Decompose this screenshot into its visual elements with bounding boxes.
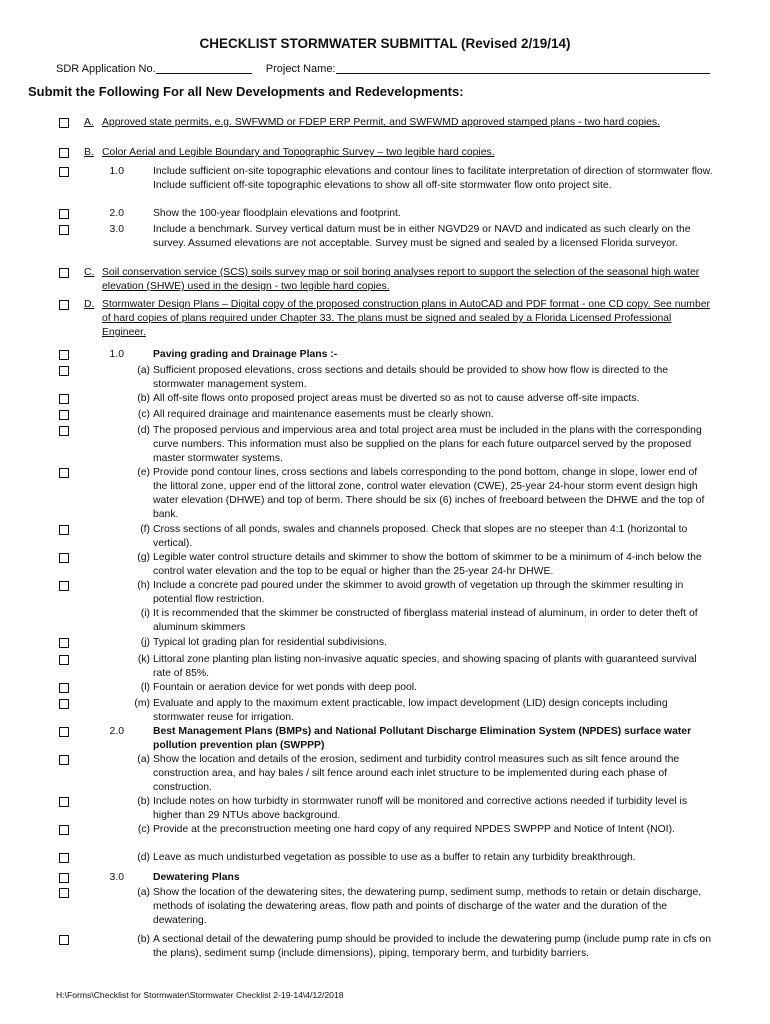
item-letter: (i)	[140, 608, 150, 619]
sdr-application-label: SDR Application No.	[56, 63, 156, 75]
item-letter: (m)	[134, 698, 150, 709]
group-number: 3.0	[109, 872, 124, 883]
item-text: It is recommended that the skimmer be constructed of fiberglass material instead of aluminum, in order to deter theft of aluminum skimmers	[153, 608, 698, 633]
checkbox[interactable]	[59, 300, 69, 310]
checkbox[interactable]	[59, 366, 69, 376]
item-text: Fountain or aeration device for wet ponds with deep pool.	[153, 682, 417, 693]
checkbox[interactable]	[59, 468, 69, 478]
item-text: Evaluate and apply to the maximum extent practicable, low impact development (LID) design concepts including stormwater reuse for irrigation.	[153, 698, 668, 723]
item-letter: (b)	[137, 393, 150, 404]
section-label: D.	[84, 299, 95, 310]
checkbox[interactable]	[59, 426, 69, 436]
item-number: 3.0	[109, 224, 124, 235]
group-title: Paving grading and Drainage Plans :-	[153, 349, 338, 360]
section-label: C.	[84, 267, 95, 278]
group-title: Best Management Plans (BMPs) and National Pollutant Discharge Elimination System (NPDES) surface water pollution prevention plan (SWPPP)	[153, 726, 692, 751]
item-text: Show the location of the dewatering sites, the dewatering pump, sediment sump, methods to retain or detain discharge, methods of isolating the dewatering areas, flow path and points of discharge of the water and the duration of the dewatering.	[153, 887, 702, 926]
item-text: Sufficient proposed elevations, cross sections and details should be provided to show how flow is directed to the stormwater management system.	[153, 365, 669, 390]
item-letter: (d)	[137, 425, 150, 436]
checkbox[interactable]	[59, 118, 69, 128]
group-number: 1.0	[109, 349, 124, 360]
checkbox[interactable]	[59, 581, 69, 591]
item-text: Include notes on how turbidty in stormwater runoff will be monitored and corrective actions needed if turbidity level is higher than 29 NTUs above background.	[153, 796, 688, 821]
checkbox[interactable]	[59, 350, 69, 360]
item-text: A sectional detail of the dewatering pump should be provided to include the dewatering pump (include pump rate in cfs on the plans), sediment sump (include dimensions), piping, temporary berm, and turbidity barriers.	[153, 934, 711, 959]
checkbox[interactable]	[59, 727, 69, 737]
item-letter: (g)	[137, 552, 150, 563]
project-name-field[interactable]	[336, 62, 710, 74]
checkbox[interactable]	[59, 167, 69, 177]
item-text: Include a benchmark. Survey vertical datum must be in either NGVD29 or NAVD and indicated as such clearly on the survey. Assumed elevations are not acceptable. Survey must be signed and sealed by a licensed Florida surveyor.	[153, 224, 691, 249]
checkbox[interactable]	[59, 225, 69, 235]
item-letter: (b)	[137, 796, 150, 807]
file-path-footer: H:\Forms\Checklist for Stormwater\Stormwater Checklist 2-19-14\4/12/2018	[56, 990, 344, 1000]
checkbox[interactable]	[59, 394, 69, 404]
section-label: A.	[84, 117, 94, 128]
section-text: Color Aerial and Legible Boundary and Topographic Survey – two legible hard copies.	[102, 147, 495, 158]
checkbox[interactable]	[59, 655, 69, 665]
checkbox[interactable]	[59, 410, 69, 420]
group-title: Dewatering Plans	[153, 872, 240, 883]
item-text: Typical lot grading plan for residential subdivisions.	[153, 637, 387, 648]
item-text: Show the 100-year floodplain elevations and footprint.	[153, 208, 401, 219]
item-text: Provide pond contour lines, cross sections and labels corresponding to the pond bottom, change in slope, lower end of the littoral zone, upper end of the littoral zone, control water elevation (CWE), 25-year 24-hour storm event design high water elevation (DHWE) and top of berm. There should be six (6) inches of freeboard between the DHWE and the top of bank.	[153, 467, 705, 520]
checkbox[interactable]	[59, 825, 69, 835]
checkbox[interactable]	[59, 553, 69, 563]
section-text: Soil conservation service (SCS) soils survey map or soil boring analyses report to support the selection of the seasonal high water elevation (SHWE) used in the design - two legible hard copies.	[102, 267, 700, 292]
item-letter: (l)	[140, 682, 150, 693]
section-label: B.	[84, 147, 94, 158]
item-text: Show the location and details of the erosion, sediment and turbidity control measures such as silt fence around the construction area, and hay bales / silt fence around each inlet structure to be implemented during each phase of construction.	[153, 754, 680, 793]
item-letter: (d)	[137, 852, 150, 863]
item-letter: (c)	[137, 824, 150, 835]
item-text: Littoral zone planting plan listing non-invasive aquatic species, and showing spacing of plants with guaranteed survival rate of 85%.	[153, 654, 697, 679]
document-title: CHECKLIST STORMWATER SUBMITTAL (Revised 2/19/14)	[199, 36, 571, 51]
item-letter: (k)	[137, 654, 150, 665]
item-letter: (b)	[137, 934, 150, 945]
item-number: 2.0	[109, 208, 124, 219]
item-letter: (a)	[137, 365, 150, 376]
item-text: The proposed pervious and impervious area and total project area must be included in the plans with the corresponding curve numbers. This information must also be supplied on the plans for each future outparcel served by the proposed master stormwater systems.	[153, 425, 702, 464]
item-number: 1.0	[109, 166, 124, 177]
section-text: Stormwater Design Plans – Digital copy of the proposed construction plans in AutoCAD and PDF format - one CD copy. See number of hard copies of plans required under Chapter 33. The plans must be signed and sealed by a Florida Licensed Professional Engineer.	[102, 299, 710, 338]
item-letter: (c)	[137, 409, 150, 420]
item-letter: (h)	[137, 580, 150, 591]
sdr-application-field[interactable]	[156, 62, 252, 74]
checkbox[interactable]	[59, 148, 69, 158]
checkbox[interactable]	[59, 873, 69, 883]
item-text: Include a concrete pad poured under the skimmer to avoid growth of vegetation up through the skimmer resulting in potential flow restriction.	[153, 580, 684, 605]
item-letter: (e)	[137, 467, 150, 478]
item-text: Cross sections of all ponds, swales and channels proposed. Check that slopes are no steeper than 4:1 (horizontal to vertical).	[153, 524, 688, 549]
item-letter: (a)	[137, 887, 150, 898]
item-letter: (j)	[140, 637, 150, 648]
project-name-label: Project Name:	[265, 63, 336, 75]
group-number: 2.0	[109, 726, 124, 737]
section-text: Approved state permits, e.g. SWFWMD or FDEP ERP Permit, and SWFWMD approved stamped plans - two hard copies.	[102, 117, 661, 128]
checkbox[interactable]	[59, 797, 69, 807]
item-text: Include sufficient on-site topographic elevations and contour lines to facilitate interpretation of direction of stormwater flow. Include sufficient off-site topographic elevations to show all off-site stormwater flow onto project site.	[153, 166, 713, 191]
checkbox[interactable]	[59, 525, 69, 535]
checkbox[interactable]	[59, 209, 69, 219]
checkbox[interactable]	[59, 888, 69, 898]
checkbox[interactable]	[59, 755, 69, 765]
checkbox[interactable]	[59, 699, 69, 709]
item-letter: (f)	[140, 524, 150, 535]
checkbox[interactable]	[59, 638, 69, 648]
item-text: Legible water control structure details and skimmer to show the bottom of skimmer to be a minimum of 4-inch below the control water elevation and the top to be equal or higher than the 25-year 24-hr DHWE.	[153, 552, 702, 577]
item-text: All off-site flows onto proposed project areas must be diverted so as not to cause adverse off-site impacts.	[153, 393, 640, 404]
checkbox[interactable]	[59, 268, 69, 278]
checkbox[interactable]	[59, 935, 69, 945]
item-letter: (a)	[137, 754, 150, 765]
item-text: All required drainage and maintenance easements must be clearly shown.	[153, 409, 494, 420]
form-header-fields	[56, 62, 710, 75]
section-heading: Submit the Following For all New Developments and Redevelopments:	[28, 84, 464, 99]
item-text: Provide at the preconstruction meeting one hard copy of any required NPDES SWPPP and Notice of Intent (NOI).	[153, 824, 675, 835]
item-text: Leave as much undisturbed vegetation as possible to use as a buffer to retain any turbidity breakthrough.	[153, 852, 636, 863]
checkbox[interactable]	[59, 853, 69, 863]
checkbox[interactable]	[59, 683, 69, 693]
